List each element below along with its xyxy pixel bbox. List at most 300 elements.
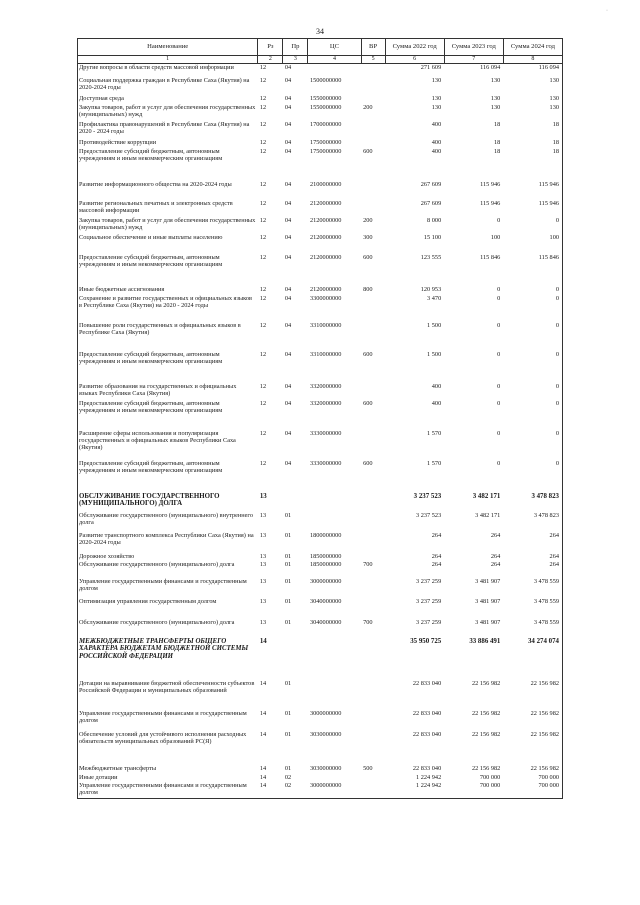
row-cs: 2120000000 xyxy=(309,233,342,241)
row-name: Дотации на выравнивание бюджетной обеспеченности субъектов Российской Федерации и муниципальных образований xyxy=(78,680,258,710)
row-rz: 12 xyxy=(259,147,267,155)
row-pr: 04 xyxy=(284,199,292,207)
header-number: 3 xyxy=(283,56,308,64)
row-sum-2022: 264 xyxy=(431,560,442,568)
row-pr xyxy=(283,638,308,680)
budget-table xyxy=(77,38,563,799)
row-sum-2024: 18 xyxy=(503,139,562,148)
table-row xyxy=(78,181,563,200)
row-sum-2022: 1 500 xyxy=(427,321,442,329)
row-cs: 1550000000 xyxy=(309,103,342,111)
row-sum-2024: 3 478 559 xyxy=(503,619,562,638)
row-sum-2023: 3 481 907 xyxy=(475,577,501,585)
row-sum-2024: 0 xyxy=(503,400,562,430)
row-rz: 12 xyxy=(259,321,267,329)
row-sum-2024: 0 xyxy=(503,286,562,295)
row-sum-2024: 0 xyxy=(503,322,562,351)
row-pr: 01 xyxy=(284,511,292,519)
row-rz: 12 xyxy=(259,429,267,437)
row-pr: 04 xyxy=(284,216,292,224)
row-rz: 14 xyxy=(259,730,267,738)
table-body xyxy=(78,64,563,799)
row-name: Расширение сферы использования и популяризация государственных и официальных языков Республики Саха (Якутия) xyxy=(78,430,258,460)
row-sum-2023: 0 xyxy=(497,399,501,407)
row-rz: 12 xyxy=(259,76,267,84)
row-sum-2022: 35 950 725 xyxy=(410,637,442,645)
row-name: Развитие транспортного комплекса Республики Саха (Якутия) на 2020-2024 годы xyxy=(78,532,258,553)
row-sum-2022: 1 224 942 xyxy=(385,782,444,799)
row-vr xyxy=(361,200,385,217)
row-cs xyxy=(308,638,361,680)
header-number: 6 xyxy=(385,56,444,64)
row-name: Профилактика правонарушений в Республике Саха (Якутия) на 2020 - 2024 годы xyxy=(78,121,258,139)
row-sum-2023: 22 156 982 xyxy=(471,679,501,687)
row-cs: 3000000000 xyxy=(309,709,342,717)
row-sum-2023: 700 000 xyxy=(444,782,503,799)
row-cs: 2120000000 xyxy=(309,199,342,207)
row-vr xyxy=(361,121,385,139)
row-sum-2024: 3 478 823 xyxy=(503,512,562,532)
row-pr: 04 xyxy=(284,64,292,71)
table-row xyxy=(78,598,563,619)
header-sum-2024: Сумма 2024 год xyxy=(503,39,562,56)
table-row xyxy=(78,295,563,322)
row-rz: 14 xyxy=(259,764,267,772)
row-sum-2024: 115 946 xyxy=(503,181,562,200)
row-cs: 3030000000 xyxy=(309,730,342,738)
row-sum-2022: 400 xyxy=(431,147,442,155)
row-pr: 04 xyxy=(284,180,292,188)
row-name: Предоставление субсидий бюджетным, автономным учреждениям и иным некоммерческим организациям xyxy=(78,400,258,430)
row-pr: 04 xyxy=(284,253,292,261)
row-sum-2022: 22 833 040 xyxy=(412,730,442,738)
row-sum-2024: 22 156 982 xyxy=(503,765,562,774)
row-pr: 04 xyxy=(284,120,292,128)
row-pr: 04 xyxy=(284,321,292,329)
row-vr xyxy=(361,782,385,799)
row-rz: 14 xyxy=(259,679,267,687)
row-cs: 3320000000 xyxy=(309,382,342,390)
row-sum-2024: 0 xyxy=(503,460,562,493)
row-vr xyxy=(361,598,385,619)
row-cs xyxy=(308,680,361,710)
row-sum-2023: 264 xyxy=(490,552,501,560)
row-name: Предоставление субсидий бюджетным, автономным учреждениям и иным некоммерческим организациям xyxy=(78,254,258,286)
row-rz: 12 xyxy=(259,94,267,102)
row-sum-2022: 1 224 942 xyxy=(416,773,442,781)
row-name: Предоставление субсидий бюджетным, автономным учреждениям и иным некоммерческим организациям xyxy=(78,351,258,383)
row-sum-2023: 264 xyxy=(490,560,501,568)
row-sum-2024: 3 478 559 xyxy=(503,598,562,619)
table-row xyxy=(78,200,563,217)
row-sum-2022: 264 xyxy=(431,531,442,539)
row-cs: 3040000000 xyxy=(309,618,342,626)
row-sum-2022: 264 xyxy=(431,552,442,560)
table-row xyxy=(78,532,563,553)
row-sum-2022: 123 555 xyxy=(420,253,442,261)
row-vr: 600 xyxy=(363,399,373,407)
row-pr: 01 xyxy=(284,730,292,738)
row-pr: 04 xyxy=(284,429,292,437)
row-rz: 12 xyxy=(259,180,267,188)
row-sum-2023: 0 xyxy=(497,216,501,224)
header-sum-2022: Сумма 2022 год xyxy=(385,39,444,56)
row-pr: 04 xyxy=(284,399,292,407)
row-sum-2024: 0 xyxy=(503,351,562,383)
row-rz: 14 xyxy=(259,637,267,645)
row-cs xyxy=(308,493,361,512)
row-rz: 14 xyxy=(259,709,267,717)
row-cs: 2120000000 xyxy=(309,216,342,224)
row-sum-2024: 130 xyxy=(503,95,562,104)
row-pr: 02 xyxy=(284,773,292,781)
row-cs: 1750000000 xyxy=(309,138,342,146)
row-name: Другие вопросы в области средств массовой информации xyxy=(78,64,258,77)
row-sum-2022: 3 470 xyxy=(427,294,442,302)
row-name: Противодействие коррупции xyxy=(78,139,258,148)
row-sum-2022: 400 xyxy=(431,399,442,407)
row-rz: 13 xyxy=(259,560,267,568)
row-name: Социальное обеспечение и иные выплаты населению xyxy=(78,234,258,254)
row-sum-2023: 115 946 xyxy=(480,180,501,188)
row-rz: 12 xyxy=(259,285,267,293)
row-sum-2023: 0 xyxy=(497,459,501,467)
row-sum-2022: 1 570 xyxy=(427,429,442,437)
row-vr: 700 xyxy=(363,618,373,626)
table-row xyxy=(78,121,563,139)
row-sum-2022: 22 833 040 xyxy=(412,679,442,687)
header-sum-2023: Сумма 2023 год xyxy=(444,39,503,56)
row-pr: 04 xyxy=(284,294,292,302)
row-cs: 3330000000 xyxy=(309,429,342,437)
corner-mark: · xyxy=(606,8,608,14)
row-vr: 800 xyxy=(363,285,373,293)
row-sum-2023: 130 xyxy=(490,76,501,84)
row-sum-2023: 33 886 491 xyxy=(469,637,501,645)
header-number: 5 xyxy=(361,56,385,64)
row-cs: 1850000000 xyxy=(309,560,342,568)
row-name: Предоставление субсидий бюджетным, автономным учреждениям и иным некоммерческим организациям xyxy=(78,460,258,493)
row-vr xyxy=(361,493,385,512)
row-vr xyxy=(361,77,385,95)
row-sum-2024: 130 xyxy=(503,77,562,95)
row-vr: 600 xyxy=(363,350,373,358)
row-rz: 13 xyxy=(259,577,267,585)
row-pr: 04 xyxy=(284,103,292,111)
row-rz: 13 xyxy=(259,511,267,519)
row-vr: 600 xyxy=(363,253,373,261)
row-pr: 01 xyxy=(284,577,292,585)
row-sum-2022: 15 100 xyxy=(423,233,442,241)
row-sum-2023: 115 946 xyxy=(480,199,501,207)
page-number: 34 xyxy=(316,27,324,36)
header-number: 4 xyxy=(308,56,361,64)
table-row xyxy=(78,561,563,578)
header-number: 1 xyxy=(78,56,258,64)
row-name: Управление государственными финансами и государственным долгом xyxy=(78,710,258,731)
row-pr: 01 xyxy=(284,597,292,605)
row-cs: 2120000000 xyxy=(309,253,342,261)
row-sum-2024: 22 156 982 xyxy=(503,710,562,731)
row-pr: 01 xyxy=(284,531,292,539)
row-sum-2023: 22 156 982 xyxy=(471,730,501,738)
row-sum-2022: 3 237 259 xyxy=(416,577,442,585)
row-sum-2022: 267 609 xyxy=(420,199,442,207)
row-sum-2024: 3 478 823 xyxy=(503,493,562,512)
table-row xyxy=(78,765,563,774)
row-name: МЕЖБЮДЖЕТНЫЕ ТРАНСФЕРТЫ ОБЩЕГО ХАРАКТЕРА БЮДЖЕТАМ БЮДЖЕТНОЙ СИСТЕМЫ РОССИЙСКОЙ ФЕДЕРАЦИИ xyxy=(78,638,258,680)
budget-table-wrapper xyxy=(77,38,563,799)
table-row xyxy=(78,400,563,430)
row-sum-2024: 700 000 xyxy=(503,774,562,782)
row-name: Развитие образования на государственных и официальных языках Республики Саха (Якутия) xyxy=(78,383,258,400)
row-vr xyxy=(361,64,385,77)
row-vr xyxy=(361,680,385,710)
row-pr: 04 xyxy=(284,138,292,146)
row-vr xyxy=(361,774,385,782)
row-sum-2022: 8 000 xyxy=(427,216,442,224)
table-row xyxy=(78,512,563,532)
row-rz: 13 xyxy=(259,618,267,626)
header-rz: Рз xyxy=(258,39,283,56)
row-sum-2022: 130 xyxy=(431,76,442,84)
row-name: Сохранение и развитие государственных и официальных языков в Республике Саха (Якутия) на 2020 - 2024 годы xyxy=(78,295,258,322)
row-vr: 200 xyxy=(363,216,373,224)
row-name: Иные бюджетные ассигнования xyxy=(78,286,258,295)
row-rz: 13 xyxy=(259,492,267,500)
row-name: Обслуживание государственного (муниципального) долга xyxy=(78,619,258,638)
row-vr xyxy=(361,553,385,561)
row-sum-2023: 264 xyxy=(490,531,501,539)
row-sum-2022: 271 609 xyxy=(420,64,442,71)
row-sum-2024: 116 094 xyxy=(503,64,562,77)
row-sum-2024: 34 274 074 xyxy=(503,638,562,680)
row-name: Доступная среда xyxy=(78,95,258,104)
row-cs: 1550000000 xyxy=(309,94,342,102)
table-row xyxy=(78,286,563,295)
row-sum-2023: 0 xyxy=(497,429,501,437)
row-sum-2024: 115 846 xyxy=(503,254,562,286)
row-rz: 12 xyxy=(259,199,267,207)
row-sum-2022: 130 xyxy=(431,94,442,102)
table-row xyxy=(78,95,563,104)
row-pr: 01 xyxy=(284,552,292,560)
row-pr: 04 xyxy=(284,76,292,84)
header-vr: ВР xyxy=(361,39,385,56)
row-cs: 2100000000 xyxy=(309,180,342,188)
row-sum-2023: 0 xyxy=(497,285,501,293)
table-row xyxy=(78,731,563,765)
row-sum-2022: 130 xyxy=(431,103,442,111)
header-pr: Пр xyxy=(283,39,308,56)
row-sum-2022: 3 237 523 xyxy=(413,492,442,500)
row-rz: 14 xyxy=(259,773,267,781)
row-cs: 3040000000 xyxy=(309,597,342,605)
table-row xyxy=(78,234,563,254)
row-cs: 1700000000 xyxy=(309,120,342,128)
table-row xyxy=(78,383,563,400)
row-vr: 300 xyxy=(363,233,373,241)
row-sum-2024: 18 xyxy=(503,148,562,181)
row-pr: 04 xyxy=(284,382,292,390)
row-rz: 13 xyxy=(259,597,267,605)
table-row xyxy=(78,638,563,680)
table-row xyxy=(78,553,563,561)
table-row xyxy=(78,64,563,77)
table-row xyxy=(78,430,563,460)
row-sum-2022: 3 237 523 xyxy=(416,511,442,519)
header-number: 8 xyxy=(503,56,562,64)
row-rz: 12 xyxy=(259,120,267,128)
row-sum-2023: 22 156 982 xyxy=(471,709,501,717)
row-name: Социальная поддержка граждан в Республике Саха (Якутия) на 2020-2024 годы xyxy=(78,77,258,95)
table-header xyxy=(78,39,563,64)
row-cs: 3300000000 xyxy=(309,294,342,302)
row-vr xyxy=(361,731,385,765)
row-cs: 3330000000 xyxy=(309,459,342,467)
table-row xyxy=(78,710,563,731)
row-cs xyxy=(308,64,361,77)
row-pr: 04 xyxy=(284,147,292,155)
row-pr: 04 xyxy=(284,350,292,358)
row-rz: 13 xyxy=(259,531,267,539)
row-vr xyxy=(361,532,385,553)
table-row xyxy=(78,322,563,351)
row-name: Повышение роли государственных и официальных языков в Республике Саха (Якутия) xyxy=(78,322,258,351)
header-number: 2 xyxy=(258,56,283,64)
row-cs: 1750000000 xyxy=(309,147,342,155)
row-name: ОБСЛУЖИВАНИЕ ГОСУДАРСТВЕННОГО (МУНИЦИПАЛЬНОГО) ДОЛГА xyxy=(78,493,258,512)
row-pr: 01 xyxy=(284,709,292,717)
row-name: Закупка товаров, работ и услуг для обеспечения государственных (муниципальных) нужд xyxy=(78,104,258,121)
row-sum-2022: 22 833 040 xyxy=(412,709,442,717)
table-row xyxy=(78,774,563,782)
row-sum-2024: 700 000 xyxy=(503,782,562,799)
row-sum-2022: 1 500 xyxy=(427,350,442,358)
row-pr: 04 xyxy=(284,233,292,241)
table-row xyxy=(78,139,563,148)
row-name: Межбюджетные трансферты xyxy=(78,765,258,774)
row-sum-2022: 1 570 xyxy=(427,459,442,467)
row-rz: 12 xyxy=(259,459,267,467)
row-vr: 700 xyxy=(363,560,373,568)
row-vr xyxy=(361,578,385,598)
row-name: Иные дотации xyxy=(78,774,258,782)
row-rz: 12 xyxy=(259,233,267,241)
header-cs: ЦС xyxy=(308,39,361,56)
row-name: Развитие информационного общества на 2020-2024 годы xyxy=(78,181,258,200)
row-sum-2022: 22 833 040 xyxy=(412,764,442,772)
row-rz: 12 xyxy=(259,253,267,261)
row-pr: 02 xyxy=(283,782,308,799)
row-sum-2023: 100 xyxy=(490,233,501,241)
table-row xyxy=(78,578,563,598)
row-vr xyxy=(361,322,385,351)
table-row xyxy=(78,77,563,95)
row-sum-2023: 18 xyxy=(494,147,501,155)
row-cs: 3310000000 xyxy=(309,350,342,358)
row-sum-2023: 22 156 982 xyxy=(471,764,501,772)
row-sum-2022: 267 609 xyxy=(420,180,442,188)
row-sum-2022: 400 xyxy=(431,382,442,390)
row-cs: 3000000000 xyxy=(308,782,361,799)
row-sum-2024: 0 xyxy=(503,383,562,400)
row-cs: 1500000000 xyxy=(309,76,342,84)
row-sum-2024: 264 xyxy=(503,532,562,553)
row-pr: 01 xyxy=(284,618,292,626)
row-rz: 12 xyxy=(259,399,267,407)
row-sum-2023: 130 xyxy=(490,94,501,102)
row-vr xyxy=(361,95,385,104)
row-vr xyxy=(361,181,385,200)
row-sum-2023: 0 xyxy=(497,294,501,302)
row-rz: 12 xyxy=(259,294,267,302)
row-rz: 14 xyxy=(258,782,283,799)
row-name: Оптимизация управления государственным долгом xyxy=(78,598,258,619)
row-cs: 1800000000 xyxy=(309,531,342,539)
row-cs: 2120000000 xyxy=(309,285,342,293)
row-rz: 12 xyxy=(259,216,267,224)
row-pr: 01 xyxy=(284,679,292,687)
row-vr: 600 xyxy=(363,459,373,467)
header-number: 7 xyxy=(444,56,503,64)
row-cs: 3320000000 xyxy=(309,399,342,407)
row-vr xyxy=(361,295,385,322)
row-sum-2023: 3 481 907 xyxy=(475,597,501,605)
row-sum-2024: 22 156 982 xyxy=(503,731,562,765)
row-rz: 12 xyxy=(259,382,267,390)
table-row xyxy=(78,104,563,121)
row-sum-2022: 3 237 259 xyxy=(416,597,442,605)
row-sum-2022: 3 237 259 xyxy=(416,618,442,626)
row-name: Дорожное хозяйство xyxy=(78,553,258,561)
row-name: Закупка товаров, работ и услуг для обеспечения государственных (муниципальных) нужд xyxy=(78,217,258,234)
row-sum-2024: 3 478 559 xyxy=(503,578,562,598)
row-vr xyxy=(361,638,385,680)
table-row xyxy=(78,148,563,181)
row-cs: 1850000000 xyxy=(309,552,342,560)
row-sum-2024: 100 xyxy=(503,234,562,254)
row-rz: 13 xyxy=(259,552,267,560)
table-row xyxy=(78,619,563,638)
row-sum-2024: 0 xyxy=(503,217,562,234)
row-sum-2024: 264 xyxy=(503,561,562,578)
row-vr xyxy=(361,710,385,731)
row-cs xyxy=(308,774,361,782)
row-sum-2022: 400 xyxy=(431,120,442,128)
row-vr xyxy=(361,139,385,148)
row-pr: 01 xyxy=(284,764,292,772)
row-name: Управление государственными финансами и государственным долгом xyxy=(78,782,258,799)
row-cs xyxy=(308,512,361,532)
row-vr: 200 xyxy=(363,103,373,111)
table-row xyxy=(78,351,563,383)
row-sum-2023: 700 000 xyxy=(479,773,501,781)
table-row xyxy=(78,782,563,799)
table-row xyxy=(78,217,563,234)
row-name: Обслуживание государственного (муниципального) внутреннего долга xyxy=(78,512,258,532)
row-name: Развитие региональных печатных и электронных средств массовой информации xyxy=(78,200,258,217)
row-sum-2023: 130 xyxy=(490,103,501,111)
row-name: Обеспечение условий для устойчивого исполнения расходных обязательств муниципальных образований РС(Я) xyxy=(78,731,258,765)
row-vr: 600 xyxy=(363,147,373,155)
table-row xyxy=(78,254,563,286)
row-sum-2023: 0 xyxy=(497,321,501,329)
row-pr: 04 xyxy=(284,94,292,102)
table-row xyxy=(78,680,563,710)
row-vr xyxy=(361,430,385,460)
row-sum-2024: 130 xyxy=(503,104,562,121)
